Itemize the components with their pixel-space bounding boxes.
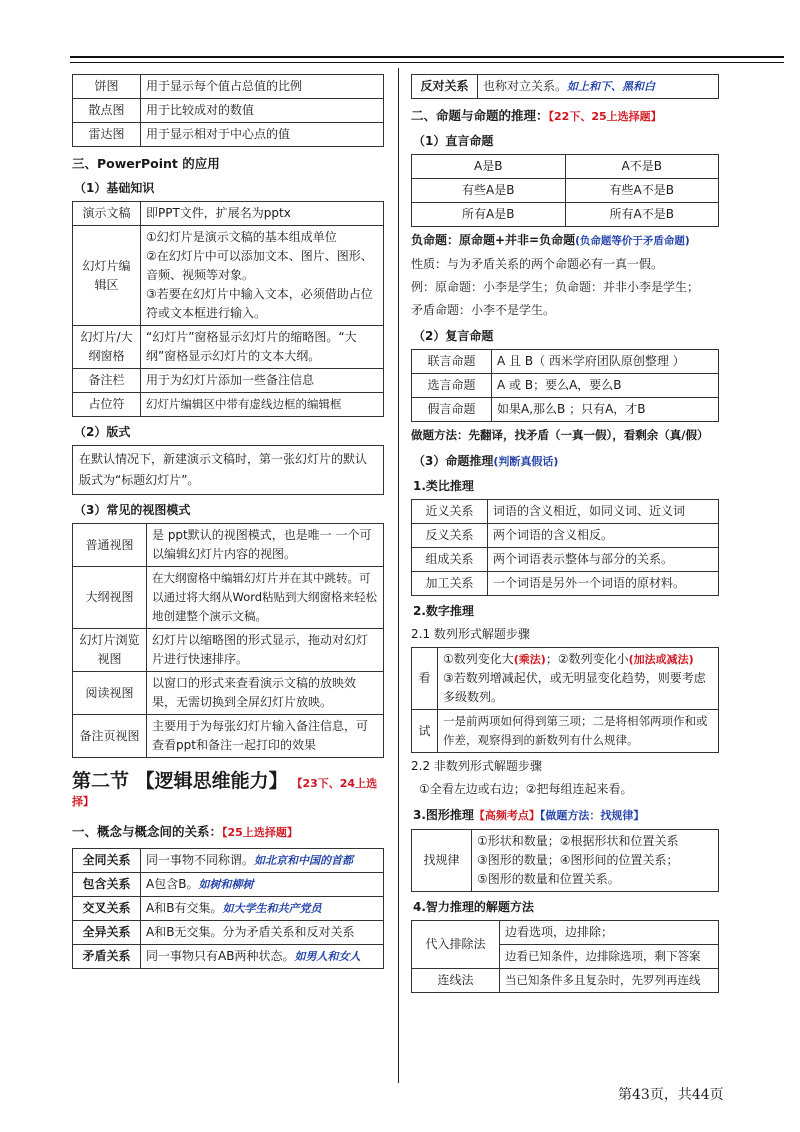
cell-key: 备注页视图 bbox=[73, 715, 147, 758]
method-line: 做题方法：先翻译，找矛盾（一真一假），看剩余（真/假） bbox=[411, 428, 709, 442]
proposition-heading bbox=[411, 107, 719, 126]
table-row bbox=[412, 374, 719, 398]
header-rule-thin bbox=[70, 62, 784, 63]
inference-heading bbox=[413, 452, 719, 471]
cell-key: 演示文稿 bbox=[73, 202, 141, 226]
relation-example: 如北京和中国的首都 bbox=[254, 854, 354, 867]
concept-heading bbox=[72, 823, 384, 842]
table-row bbox=[73, 524, 384, 567]
cell-key: 代入排除法 bbox=[412, 921, 500, 969]
left-column bbox=[72, 74, 384, 969]
cell: A不是B bbox=[565, 155, 719, 179]
cell-key: 幻灯片/大纲窗格 bbox=[73, 326, 141, 369]
section-heading bbox=[72, 766, 384, 809]
cell-value: ①幻灯片是演示文稿的基本组成单位 ②在幻灯片中可以添加文本、图片、图形、音频、视频等对象。 ③若要在幻灯片中输入文本，必须借助占位符或文本框进行输入。 bbox=[141, 226, 384, 326]
cell-key: 选言命题 bbox=[412, 374, 492, 398]
graph-line: ①形状和数量；②根据形状和位置关系 bbox=[477, 834, 679, 848]
column-divider bbox=[398, 68, 399, 1083]
table-row bbox=[412, 155, 719, 179]
cell-key: 包含关系 bbox=[73, 873, 141, 897]
iq-method-table bbox=[411, 920, 719, 993]
nature-line: 性质：与为矛盾关系的两个命题必有一真一假。 bbox=[411, 257, 664, 271]
table-row bbox=[73, 393, 384, 417]
relation-text: 也称对立关系。 bbox=[483, 79, 568, 93]
table-row bbox=[73, 75, 384, 99]
cell-value: 一个词语是另外一个词语的原材料。 bbox=[488, 572, 719, 596]
table-row bbox=[412, 921, 719, 945]
cell-key: 假言命题 bbox=[412, 398, 492, 422]
table-row bbox=[412, 830, 719, 892]
proposition-tag: 【22下、25上选择题】 bbox=[548, 110, 662, 123]
table-row bbox=[73, 921, 384, 945]
concept-tag: 【25上选择题】 bbox=[222, 826, 298, 839]
graph-method-tag: 【做题方法：找规律】 bbox=[539, 809, 645, 822]
cell: 所有A不是B bbox=[565, 203, 719, 227]
graph-rule-table bbox=[411, 829, 719, 892]
section-tag: 【23下、24上选择】 bbox=[72, 777, 378, 808]
cell-key: 全同关系 bbox=[73, 849, 141, 873]
table-row bbox=[412, 572, 719, 596]
graph-line: ③图形的数量；④图形间的位置关系； bbox=[477, 853, 679, 867]
cell-value: 词语的含义相近，如同义词、近义词 bbox=[488, 500, 719, 524]
table-row bbox=[412, 524, 719, 548]
layout-text: 在默认情况下，新建演示文稿时，第一张幻灯片的默认版式为“标题幻灯片”。 bbox=[72, 445, 384, 495]
look-note: (乘法) bbox=[513, 653, 546, 666]
view-mode-table bbox=[72, 523, 384, 758]
table-row bbox=[73, 567, 384, 629]
cell-value bbox=[141, 945, 384, 969]
concept-relation-table bbox=[72, 848, 384, 969]
cell-key: 近义关系 bbox=[412, 500, 488, 524]
number-steps-table bbox=[411, 647, 719, 753]
cell-key: 找规律 bbox=[412, 830, 472, 892]
cell: A是B bbox=[412, 155, 566, 179]
cell-value: A 且 B（ 西米学府团队原创整理 ） bbox=[492, 350, 719, 374]
relation-example: 如大学生和共产党员 bbox=[222, 902, 322, 915]
cell: 有些A不是B bbox=[565, 179, 719, 203]
table-row bbox=[412, 179, 719, 203]
cell-key: 看 bbox=[412, 648, 438, 710]
number-step1: 2.1 数列形式解题步骤 bbox=[411, 627, 530, 641]
number-heading: 2.数字推理 bbox=[413, 604, 474, 618]
number-step2: 2.2 非数列形式解题步骤 bbox=[411, 759, 542, 773]
compound-heading: （2）复言命题 bbox=[413, 329, 494, 343]
cell-key: 备注栏 bbox=[73, 369, 141, 393]
look-note: (加法或减法) bbox=[628, 653, 694, 666]
cell: 所有A是B bbox=[412, 203, 566, 227]
cell-key: 大纲视图 bbox=[73, 567, 147, 629]
table-row bbox=[412, 203, 719, 227]
inference-tag: (判断真假话) bbox=[493, 455, 559, 468]
cell-key: 反义关系 bbox=[412, 524, 488, 548]
relation-text: 同一事物不同称谓。 bbox=[146, 853, 255, 867]
chart-type-table bbox=[72, 74, 384, 147]
graph-tag: 【高频考点】 bbox=[473, 809, 540, 822]
view-heading: （3）常见的视图模式 bbox=[74, 503, 191, 517]
cell-key: 组成关系 bbox=[412, 548, 488, 572]
cell-key: 全异关系 bbox=[73, 921, 141, 945]
table-row bbox=[412, 548, 719, 572]
layout-heading: （2）版式 bbox=[74, 425, 131, 439]
cell-value: 用于显示每个值占总值的比例 bbox=[141, 75, 384, 99]
table-row bbox=[73, 849, 384, 873]
look-line-2: ③若数列增减起伏，或无明显变化趋势，则要考虑多级数列。 bbox=[443, 671, 706, 704]
table-row bbox=[73, 715, 384, 758]
cell-value: 主要用于为每张幻灯片输入备注信息，可查看ppt和备注一起打印的效果 bbox=[147, 715, 384, 758]
look-text: ；②数列变化小 bbox=[545, 652, 629, 666]
cell-value: 是 ppt默认的视图模式，也是唯一 一个可以编辑幻灯片内容的视图。 bbox=[147, 524, 384, 567]
cell-key: 占位符 bbox=[73, 393, 141, 417]
page-number: 第43页，共44页 bbox=[618, 1087, 724, 1103]
cell-value: 幻灯片编辑区中带有虚线边框的编辑框 bbox=[141, 393, 384, 417]
cell-value bbox=[141, 873, 384, 897]
contradiction-line: 矛盾命题：小李不是学生。 bbox=[411, 303, 556, 317]
cell-value: 幻灯片以缩略图的形式显示，拖动对幻灯片进行快速排序。 bbox=[147, 629, 384, 672]
compound-proposition-table bbox=[411, 349, 719, 422]
cell-value: 两个词语表示整体与部分的关系。 bbox=[488, 548, 719, 572]
cell-value: 即PPT文件，扩展名为pptx bbox=[141, 202, 384, 226]
relation-example: 如上和下、黑和白 bbox=[567, 80, 656, 93]
relation-text: A和B无交集。分为矛盾关系和反对关系 bbox=[146, 925, 355, 939]
cell-value: 边看已知条件，边排除选项，剩下答案 bbox=[500, 945, 719, 969]
table-row bbox=[412, 500, 719, 524]
cell: 有些A是B bbox=[412, 179, 566, 203]
cell-value: 边看选项，边排除； bbox=[500, 921, 719, 945]
example-line: 例：原命题：小李是学生；负命题：并非小李是学生； bbox=[411, 280, 700, 294]
table-row bbox=[73, 945, 384, 969]
table-row bbox=[412, 350, 719, 374]
right-column bbox=[411, 74, 719, 993]
relation-text: A包含B。 bbox=[146, 877, 199, 891]
table-row bbox=[73, 369, 384, 393]
cell-value: A 或 B；要么A，要么B bbox=[492, 374, 719, 398]
header-rule-thick bbox=[70, 56, 784, 58]
cell-value bbox=[472, 830, 719, 892]
iq-heading: 4.智力推理的解题方法 bbox=[413, 900, 534, 914]
cell-key: 连线法 bbox=[412, 969, 500, 993]
look-text: ①数列变化大 bbox=[443, 652, 514, 666]
cell-value: “幻灯片”窗格显示幻灯片的缩略图。“大纲”窗格显示幻灯片的文本大纲。 bbox=[141, 326, 384, 369]
cell-value bbox=[478, 75, 719, 99]
analogy-heading: 1.类比推理 bbox=[413, 479, 474, 493]
table-row bbox=[73, 326, 384, 369]
cell-value bbox=[438, 648, 719, 710]
cell-value: 用于比较成对的数值 bbox=[141, 99, 384, 123]
table-row bbox=[412, 648, 719, 710]
cell-key: 加工关系 bbox=[412, 572, 488, 596]
cell-value: 如果A,那么B ；只有A，才B bbox=[492, 398, 719, 422]
cell-value bbox=[141, 897, 384, 921]
graph-heading bbox=[413, 806, 719, 825]
direct-proposition-table bbox=[411, 154, 719, 227]
cell-value bbox=[141, 921, 384, 945]
table-row bbox=[412, 75, 719, 99]
negation-text: 负命题：原命题+并非=负命题 bbox=[411, 233, 576, 247]
graph-title: 3.图形推理 bbox=[413, 808, 474, 822]
relation-text: 同一事物只有AB两种状态。 bbox=[146, 949, 295, 963]
table-row bbox=[73, 873, 384, 897]
relation-example: 如男人和女人 bbox=[294, 950, 361, 963]
table-row bbox=[73, 629, 384, 672]
number-step2-text: ①全看左边或右边；②把每组连起来看。 bbox=[419, 782, 633, 796]
cell-value: 以窗口的形式来查看演示文稿的放映效果，无需切换到全屏幻灯片放映。 bbox=[147, 672, 384, 715]
table-row bbox=[73, 897, 384, 921]
cell-value: 用于为幻灯片添加一些备注信息 bbox=[141, 369, 384, 393]
table-row bbox=[412, 969, 719, 993]
graph-line: ⑤图形的数量和位置关系。 bbox=[477, 872, 620, 886]
cell-key: 反对关系 bbox=[412, 75, 478, 99]
cell-key: 散点图 bbox=[73, 99, 141, 123]
relation-example: 如树和柳树 bbox=[198, 878, 254, 891]
cell-key: 雷达图 bbox=[73, 123, 141, 147]
table-row bbox=[73, 202, 384, 226]
analogy-table bbox=[411, 499, 719, 596]
cell-key: 交叉关系 bbox=[73, 897, 141, 921]
inference-title: （3）命题推理 bbox=[413, 454, 494, 468]
proposition-title: 二、命题与命题的推理： bbox=[411, 108, 549, 123]
table-row bbox=[73, 123, 384, 147]
ppt-heading: 三、PowerPoint 的应用 bbox=[72, 156, 220, 171]
direct-heading: （1）直言命题 bbox=[413, 134, 494, 148]
cell-key: 幻灯片浏览视图 bbox=[73, 629, 147, 672]
negation-note: (负命题等价于矛盾命题) bbox=[575, 235, 690, 247]
cell-value bbox=[141, 849, 384, 873]
basic-heading: （1）基础知识 bbox=[74, 181, 155, 195]
table-row bbox=[73, 226, 384, 326]
section-title: 第二节 【逻辑思维能力】 bbox=[72, 770, 288, 792]
relation-text: A和B有交集。 bbox=[146, 901, 223, 915]
cell-key: 阅读视图 bbox=[73, 672, 147, 715]
cell-key: 普通视图 bbox=[73, 524, 147, 567]
basic-knowledge-table bbox=[72, 201, 384, 417]
cell-value: 用于显示相对于中心点的值 bbox=[141, 123, 384, 147]
cell-value: 两个词语的含义相反。 bbox=[488, 524, 719, 548]
cell-key: 联言命题 bbox=[412, 350, 492, 374]
cell-key: 幻灯片编辑区 bbox=[73, 226, 141, 326]
table-row bbox=[73, 672, 384, 715]
cell-key: 矛盾关系 bbox=[73, 945, 141, 969]
negation-line bbox=[411, 230, 719, 252]
concept-title: 一、概念与概念间的关系： bbox=[72, 824, 223, 839]
cell-key: 饼图 bbox=[73, 75, 141, 99]
look-line-1 bbox=[443, 650, 713, 669]
table-row bbox=[73, 99, 384, 123]
cell-value: 一是前两项如何得到第三项；二是将相邻两项作和或作差，观察得到的新数列有什么规律。 bbox=[438, 710, 719, 753]
cell-key: 试 bbox=[412, 710, 438, 753]
opposite-relation-table bbox=[411, 74, 719, 99]
cell-value: 在大纲窗格中编辑幻灯片并在其中跳转。可以通过将大纲从Word粘贴到大纲窗格来轻松地创建整个演示文稿。 bbox=[147, 567, 384, 629]
table-row bbox=[412, 710, 719, 753]
cell-value: 当已知条件多且复杂时，先罗列再连线 bbox=[500, 969, 719, 993]
table-row bbox=[412, 398, 719, 422]
